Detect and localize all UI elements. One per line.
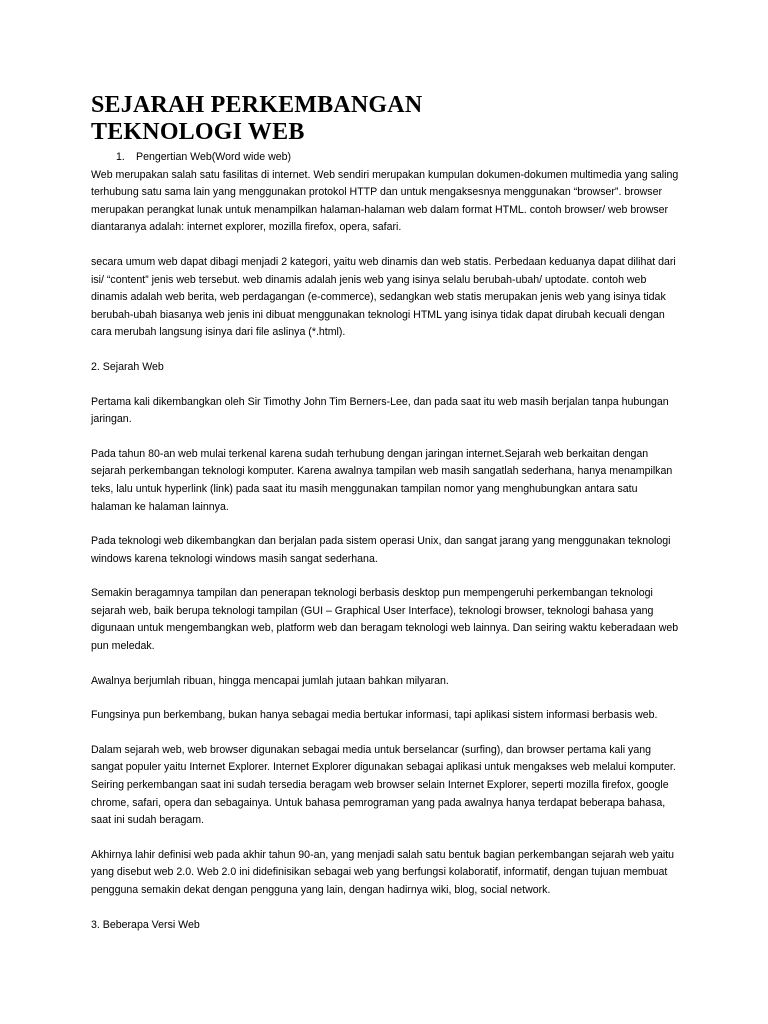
paragraph-4: Pada tahun 80-an web mulai terkenal karena sudah terhubung dengan jaringan internet.Sejarah web berkaitan dengan sejarah perkembangan teknologi komputer. Karena awalnya tampilan web masih sangatlah sederhana, hanya menampilkan teks, lalu untuk hyperlink (link) pada saat itu masih menggunakan tampilan nomor yang menghubungkan antara satu halaman ke halaman lainnya. bbox=[91, 447, 673, 513]
section-heading-sejarah: 2. Sejarah Web bbox=[91, 360, 164, 373]
list-item-pengertian bbox=[91, 149, 681, 167]
paragraph-10: Akhirnya lahir definisi web pada akhir tahun 90-an, yang menjadi salah satu bentuk bagian perkembangan sejarah web yaitu yang disebut web 2.0. Web 2.0 ini didefinisikan sebagai web yang berfungsi kolaboratif, informatif, dengan tujuan membuat pengguna semakin dekat dengan pengguna yang lain, dengan hadirnya wiki, blog, social network. bbox=[91, 848, 675, 896]
title-line-1: SEJARAH PERKEMBANGAN bbox=[91, 92, 423, 118]
paragraph-5: Pada teknologi web dikembangkan dan berjalan pada sistem operasi Unix, dan sangat jarang yang menggunakan teknologi windows karena teknologi windows masih sangat sederhana. bbox=[91, 535, 671, 565]
document-body bbox=[91, 92, 681, 934]
paragraph-3: Pertama kali dikembangkan oleh Sir Timothy John Tim Berners-Lee, dan pada saat itu web masih berjalan tanpa hubungan jaringan. bbox=[91, 395, 669, 426]
list-number: 1. bbox=[116, 151, 125, 163]
paragraph-8: Fungsinya pun berkembang, bukan hanya sebagai media bertukar informasi, tapi aplikasi sistem informasi berbasis web. bbox=[91, 709, 658, 722]
paragraph-9: Dalam sejarah web, web browser digunakan sebagai media untuk berselancar (surfing), dan browser pertama kali yang sangat populer yaitu Internet Explorer. Internet Explorer digunakan sebagai aplikasi untuk mengakses web melalui komputer. Seiring perkembangan saat ini sudah tersedia beragam web browser selain Internet Explorer, seperti mozilla firefox, google chrome, safari, opera dan sebagainya. Untuk bahasa pemrograman yang pada awalnya hanya terdapat beberapa bahasa, saat ini sudah beragam. bbox=[91, 743, 676, 827]
section-heading-versi: 3. Beberapa Versi Web bbox=[91, 918, 200, 931]
title-line-2: TEKNOLOGI WEB bbox=[91, 119, 305, 145]
paragraph-2: secara umum web dapat dibagi menjadi 2 kategori, yaitu web dinamis dan web statis. Perbedaan keduanya dapat dilihat dari isi/ “content” jenis web tersebut. web dinamis adalah jenis web yang isinya selalu berubah-ubah/ uptodate. contoh web dinamis adalah web berita, web perdagangan (e-commerce), sedangkan web statis merupakan jenis web yang isinya tidak berubah-ubah biasanya web jenis ini dibuat menggunakan teknologi HTML yang isinya tidak dapat dirubah kecuali dengan cara merubah langsung isinya dari file aslinya (*.html). bbox=[91, 255, 676, 339]
paragraph-1: Web merupakan salah satu fasilitas di internet. Web sendiri merupakan kumpulan dokumen-dokumen multimedia yang saling terhubung satu sama lain yang menggunakan protokol HTTP dan untuk mengaksesnya menggunakan “browser”. browser merupakan perangkat lunak untuk menampilkan halaman-halaman web dalam format HTML. contoh browser/ web browser diantaranya adalah: internet explorer, mozilla firefox, opera, safari. bbox=[91, 168, 679, 234]
paragraph-6: Semakin beragamnya tampilan dan penerapan teknologi berbasis desktop pun mempengeruhi perkembangan teknologi sejarah web, baik berupa teknologi tampilan (GUI – Graphical User Interface), teknologi browser, teknologi bahasa yang digunaan untuk mengembangkan web, platform web dan beragam teknologi web lainnya. Dan seiring waktu keberadaan web pun meledak. bbox=[91, 587, 679, 653]
document-title bbox=[91, 92, 681, 146]
paragraph-7: Awalnya berjumlah ribuan, hingga mencapai jumlah jutaan bahkan milyaran. bbox=[91, 674, 449, 687]
list-text: Pengertian Web(Word wide web) bbox=[136, 151, 292, 163]
